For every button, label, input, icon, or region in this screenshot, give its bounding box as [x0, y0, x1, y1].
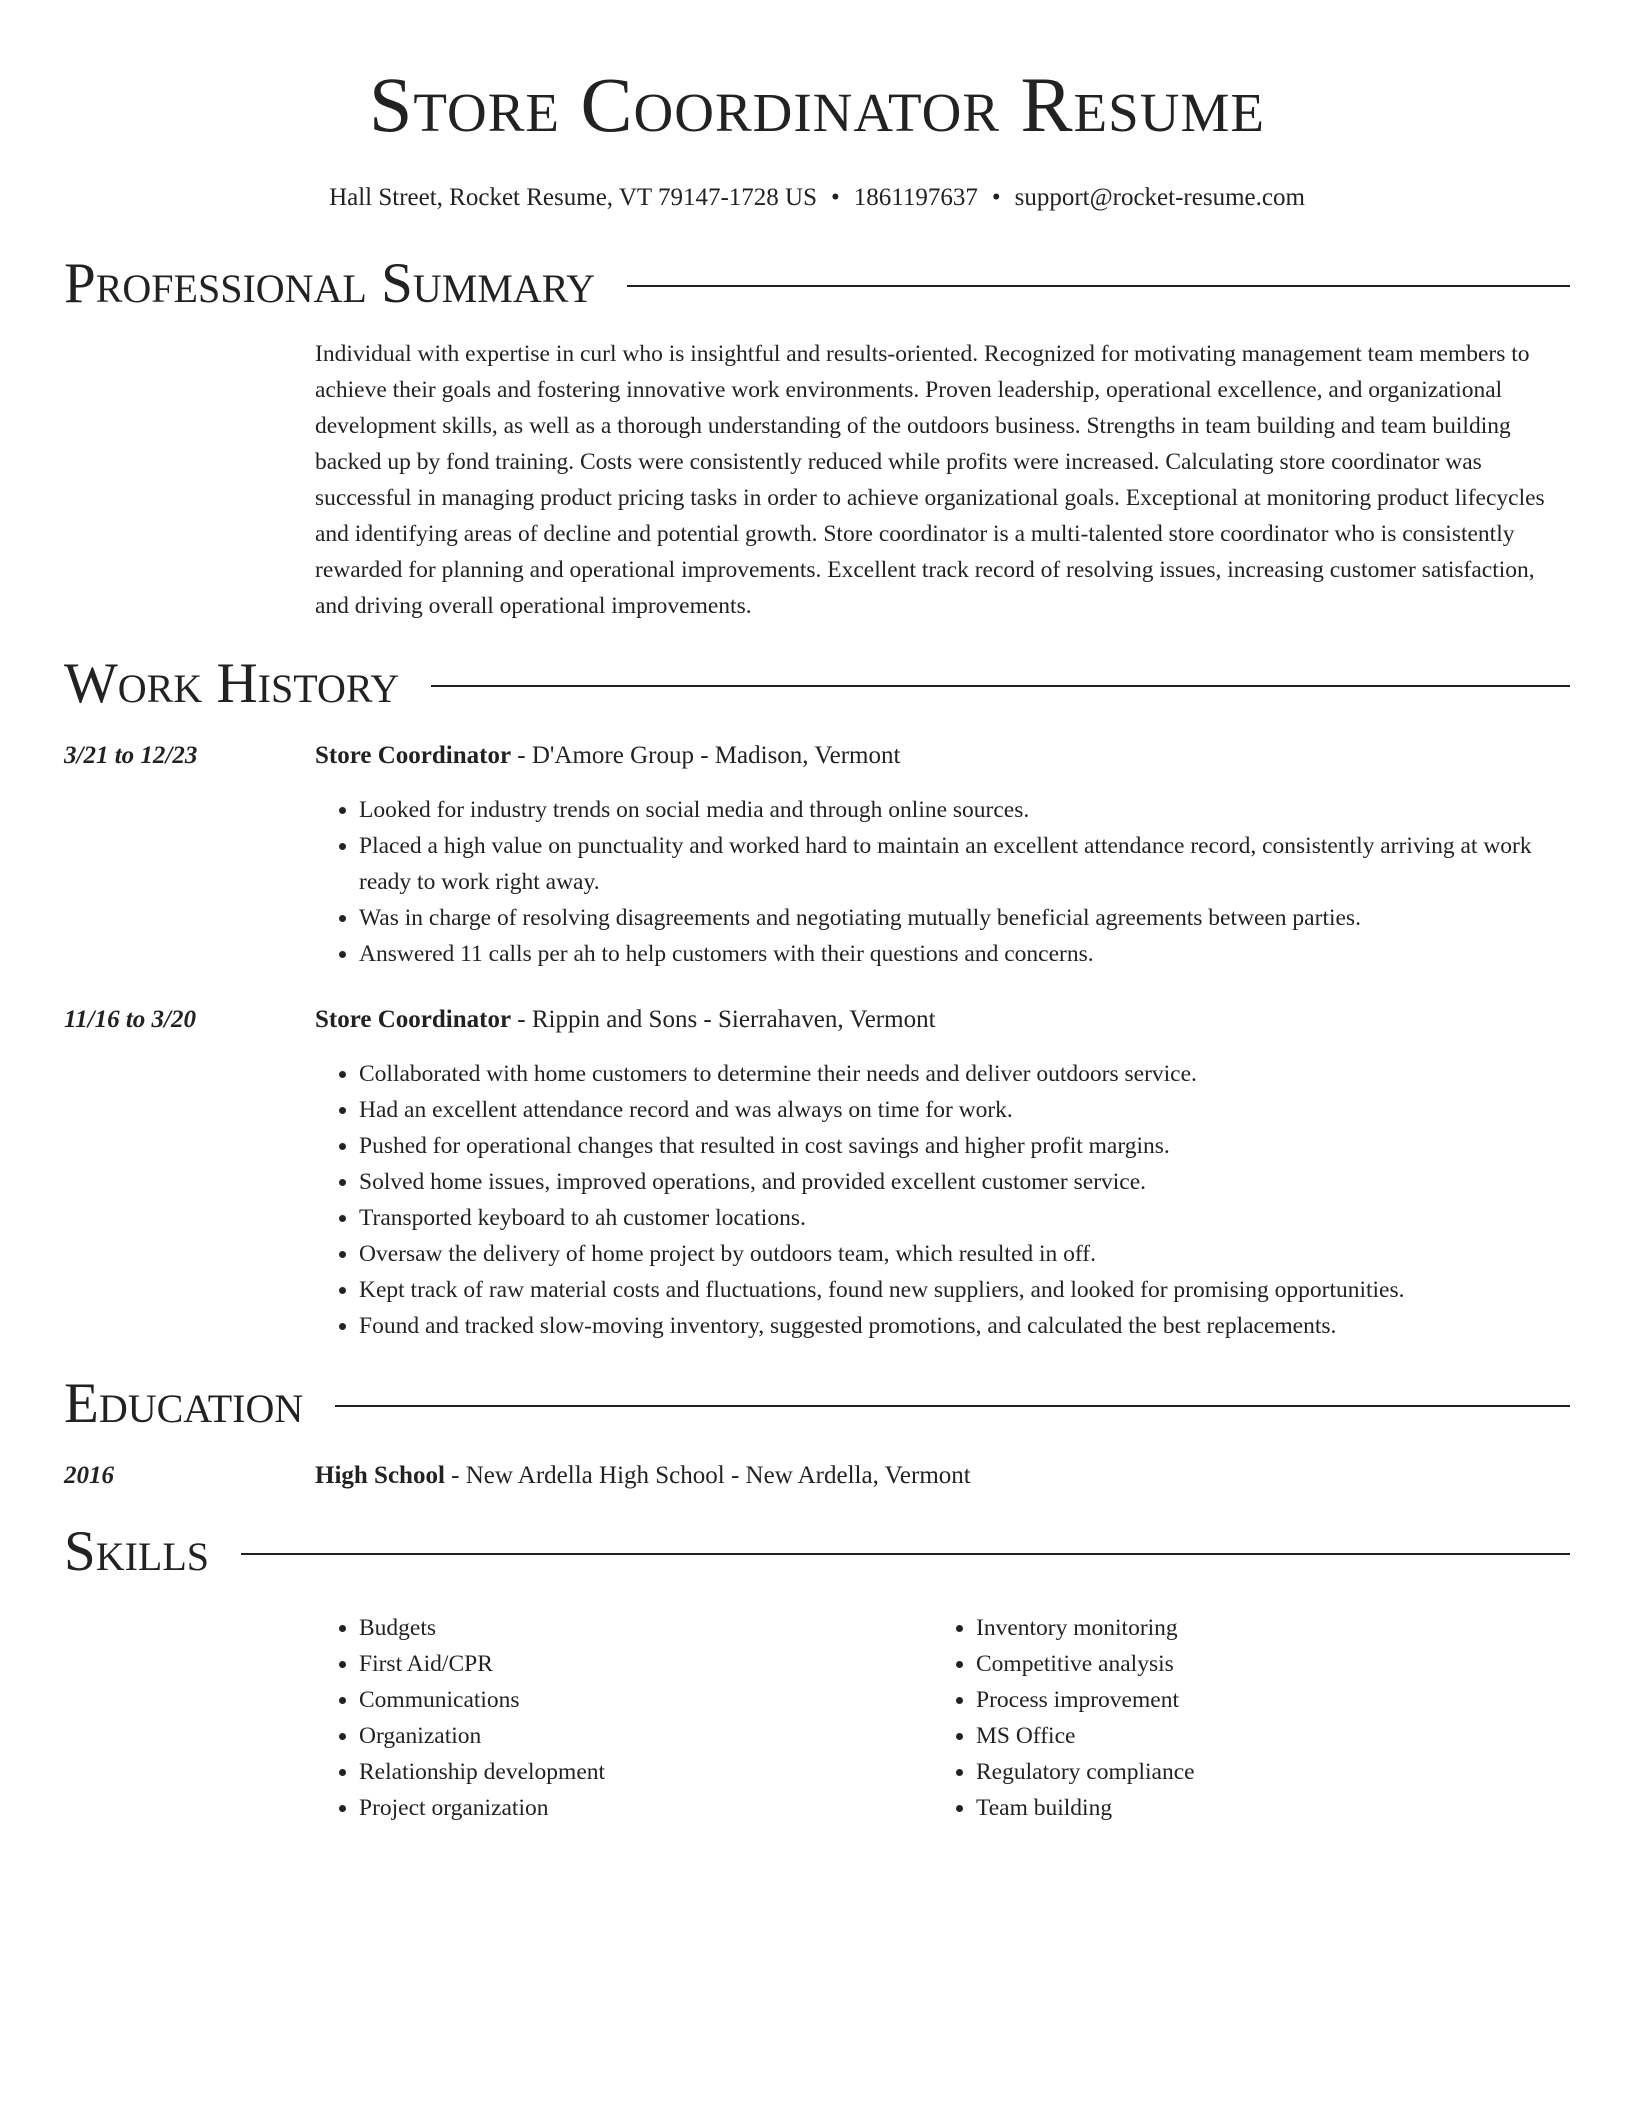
list-item: • Budgets	[359, 1610, 932, 1646]
list-item: • Communications	[359, 1682, 932, 1718]
list-item: • Organization	[359, 1718, 932, 1754]
list-item: • First Aid/CPR	[359, 1646, 932, 1682]
list-item: • Transported keyboard to ah customer locations.	[359, 1200, 1570, 1236]
education-school: - New Ardella High School - New Ardella, Vermont	[444, 1462, 971, 1489]
skills-wrapper	[315, 1610, 1570, 1826]
job-bullets-wrapper	[315, 1056, 1570, 1344]
list-item: • Solved home issues, improved operations, and provided excellent customer service.	[359, 1164, 1570, 1200]
job-company: - Rippin and Sons - Sierrahaven, Vermont	[511, 1006, 936, 1033]
job-title: Store Coordinator	[315, 742, 512, 769]
contact-phone: 1861197637	[853, 184, 978, 211]
list-item: • Answered 11 calls per ah to help customers with their questions and concerns.	[359, 936, 1570, 972]
skills-column-right	[932, 1610, 1549, 1826]
list-item: • Team building	[976, 1790, 1549, 1826]
contact-separator: •	[991, 184, 1001, 211]
list-item: • Process improvement	[976, 1682, 1549, 1718]
job-header	[64, 1002, 1570, 1038]
contact-separator: •	[831, 184, 840, 211]
list-item: • Oversaw the delivery of home project by outdoors team, which resulted in off.	[359, 1236, 1570, 1272]
contact-address: Hall Street, Rocket Resume, VT 79147-1728 US	[329, 184, 817, 211]
work-section-header	[64, 650, 1570, 718]
resume-page	[64, 0, 1570, 1826]
list-item: • Had an excellent attendance record and was always on time for work.	[359, 1092, 1570, 1128]
list-item: • Regulatory compliance	[976, 1754, 1549, 1790]
job-entry	[64, 1002, 1570, 1344]
list-item: • Kept track of raw material costs and fluctuations, found new suppliers, and looked for promising opportunities.	[359, 1272, 1570, 1308]
education-heading: Education	[64, 1372, 304, 1435]
list-item: • Found and tracked slow-moving inventory, suggested promotions, and calculated the best replacements.	[359, 1308, 1570, 1344]
section-divider	[431, 685, 1570, 687]
skills-heading: Skills	[64, 1520, 210, 1583]
education-line	[315, 1458, 1570, 1494]
resume-title: Store Coordinator Resume	[369, 61, 1265, 148]
contact-line	[64, 182, 1570, 214]
education-entry	[64, 1458, 1570, 1494]
job-header	[64, 738, 1570, 774]
contact-email: support@rocket-resume.com	[1014, 184, 1305, 211]
job-entry	[64, 738, 1570, 972]
list-item: • Was in charge of resolving disagreements and negotiating mutually beneficial agreements between parties.	[359, 900, 1570, 936]
list-item: • Looked for industry trends on social media and through online sources.	[359, 792, 1570, 828]
education-degree: High School	[315, 1462, 445, 1489]
list-item: • Inventory monitoring	[976, 1610, 1549, 1646]
section-divider	[335, 1405, 1570, 1407]
education-section-header	[64, 1370, 1570, 1438]
work-heading: Work History	[64, 652, 400, 715]
job-title: Store Coordinator	[315, 1006, 512, 1033]
skills-list	[315, 1610, 1570, 1826]
job-title-line	[315, 1002, 1570, 1038]
list-item: • Relationship development	[359, 1754, 932, 1790]
summary-heading: Professional Summary	[64, 252, 596, 315]
list-item: • Pushed for operational changes that resulted in cost savings and higher profit margins.	[359, 1128, 1570, 1164]
skills-column-left	[315, 1610, 932, 1826]
job-title-line	[315, 738, 1570, 774]
list-item: • Placed a high value on punctuality and worked hard to maintain an excellent attendance record, consistently arriving at work ready to work right away.	[359, 828, 1570, 900]
list-item: • Collaborated with home customers to determine their needs and deliver outdoors service.	[359, 1056, 1570, 1092]
job-company: - D'Amore Group - Madison, Vermont	[511, 742, 901, 769]
list-item: • MS Office	[976, 1718, 1549, 1754]
job-bullets	[315, 792, 1570, 972]
job-dates: 3/21 to 12/23	[64, 742, 198, 769]
summary-text: Individual with expertise in curl who is insightful and results-oriented. Recognized for motivating management team members to achieve their goals and fostering innovative work environments. Proven leadership, operational excellence, and organizational development skills, as well as a thorough understanding of the outdoors business. Strengths in team building and team building backed up by fond training. Costs were consistently reduced while profits were increased. Calculating store coordinator was successful in managing product pricing tasks in order to achieve organizational goals. Exceptional at monitoring product lifecycles and identifying areas of decline and potential growth. Store coordinator is a multi-talented store coordinator who is consistently rewarded for planning and operational improvements. Excellent track record of resolving issues, increasing customer satisfaction, and driving overall operational improvements.	[315, 341, 1545, 619]
list-item: • Competitive analysis	[976, 1646, 1549, 1682]
section-divider	[627, 285, 1570, 287]
section-divider	[241, 1553, 1570, 1555]
job-bullets-wrapper	[315, 792, 1570, 972]
job-bullets	[315, 1056, 1570, 1344]
job-dates: 11/16 to 3/20	[64, 1006, 196, 1033]
skills-section-header	[64, 1518, 1570, 1586]
education-year: 2016	[64, 1462, 114, 1489]
summary-section-header	[64, 250, 1570, 318]
list-item: • Project organization	[359, 1790, 932, 1826]
